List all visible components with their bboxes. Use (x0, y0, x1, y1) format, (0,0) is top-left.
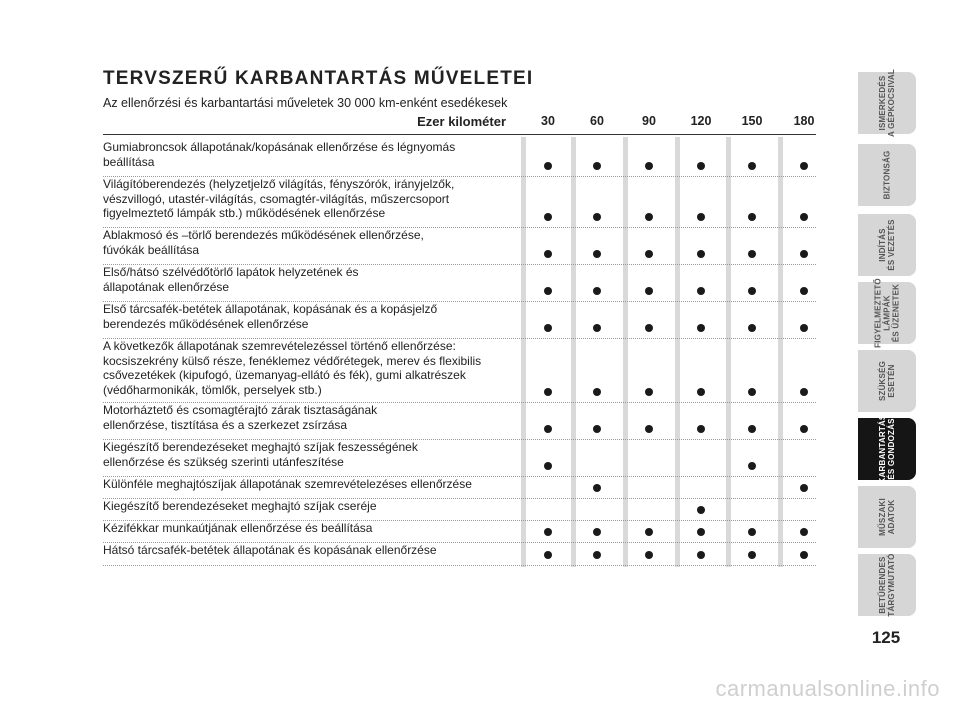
check-dot-150 (748, 324, 756, 332)
check-dot-60 (593, 484, 601, 492)
check-dot-60 (593, 551, 601, 559)
row-description: A következők állapotának szemrevételezéssel történő ellenőrzése: kocsiszekrény külső része, fenéklemez védőrétegek, merev és flexibilis csővezetékek (kipufogó, üzemanyag-ellátó és fék), gumi alkatrészek (védőharmonikák, tömlők, perselyek stb.) (103, 339, 482, 397)
row-description: Gumiabroncsok állapotának/kopásának ellenőrzése és légnyomás beállítása (103, 140, 456, 169)
check-dot-180 (800, 528, 808, 536)
row-description: Világítóberendezés (helyzetjelző világítás, fényszórók, irányjelzők, vészvillogó, utastér-világítás, csomagtér-világítás, műszercsoport figyelmeztető lámpák stb.) működésének ellenőrzése (103, 177, 455, 220)
check-dot-120 (697, 324, 705, 332)
km-column-30: 30 (541, 114, 555, 128)
check-dot-150 (748, 551, 756, 559)
check-dot-120 (697, 528, 705, 536)
table-row (103, 302, 816, 339)
chapter-tab[interactable] (858, 486, 916, 548)
check-dot-180 (800, 213, 808, 221)
check-dot-120 (697, 388, 705, 396)
check-dot-90 (645, 528, 653, 536)
check-dot-150 (748, 528, 756, 536)
row-description: Különféle meghajtószíjak állapotának szemrevételezéses ellenőrzése (103, 477, 472, 491)
check-dot-180 (800, 287, 808, 295)
table-row (103, 177, 816, 228)
table-row (103, 140, 816, 177)
check-dot-90 (645, 162, 653, 170)
check-dot-60 (593, 528, 601, 536)
check-dot-180 (800, 484, 808, 492)
check-dot-60 (593, 425, 601, 433)
check-dot-150 (748, 162, 756, 170)
check-dot-30 (544, 551, 552, 559)
page-subtitle: Az ellenőrzési és karbantartási műveletek 30 000 km-enként esedékesek (103, 96, 508, 110)
table-row (103, 228, 816, 265)
check-dot-150 (748, 388, 756, 396)
chapter-tab-label: MŰSZAKI ADATOK (878, 498, 896, 536)
check-dot-90 (645, 287, 653, 295)
table-row (103, 521, 816, 543)
check-dot-150 (748, 213, 756, 221)
check-dot-180 (800, 425, 808, 433)
check-dot-180 (800, 551, 808, 559)
check-dot-30 (544, 462, 552, 470)
table-row (103, 440, 816, 477)
row-description: Kiegészítő berendezéseket meghajtó szíjak cseréje (103, 499, 377, 513)
check-dot-30 (544, 388, 552, 396)
table-row (103, 543, 816, 566)
row-description: Hátsó tárcsafék-betétek állapotának és kopásának ellenőrzése (103, 543, 437, 557)
check-dot-90 (645, 425, 653, 433)
check-dot-120 (697, 551, 705, 559)
table-row (103, 339, 816, 403)
chapter-tab-label: FIGYELMEZTETŐ LÁMPÁK ÉS ÜZENETEK (873, 278, 901, 348)
check-dot-30 (544, 287, 552, 295)
chapter-tab-label: ISMERKEDÉS A GÉPKOCSIVAL (878, 69, 896, 137)
km-column-120: 120 (690, 114, 712, 128)
km-column-180: 180 (793, 114, 815, 128)
check-dot-90 (645, 324, 653, 332)
check-dot-30 (544, 213, 552, 221)
header-rule (103, 134, 816, 135)
row-description: Kézifékkar munkaútjának ellenőrzése és beállítása (103, 521, 373, 535)
chapter-tab-label: SZÜKSÉG ESETÉN (878, 360, 896, 402)
check-dot-150 (748, 287, 756, 295)
row-description: Első tárcsafék-betétek állapotának, kopásának és a kopásjelző berendezés működésének ellenőrzése (103, 302, 438, 331)
check-dot-30 (544, 528, 552, 536)
check-dot-120 (697, 425, 705, 433)
check-dot-180 (800, 250, 808, 258)
chapter-tab[interactable] (858, 69, 916, 137)
chapter-tab[interactable] (858, 144, 916, 206)
page-number: 125 (871, 628, 901, 647)
km-column-label: Ezer kilométer (417, 114, 506, 129)
table-row (103, 499, 816, 521)
table-row (103, 403, 816, 440)
check-dot-120 (697, 287, 705, 295)
km-column-60: 60 (590, 114, 604, 128)
check-dot-60 (593, 162, 601, 170)
check-dot-30 (544, 324, 552, 332)
chapter-tab[interactable] (858, 414, 916, 484)
check-dot-150 (748, 250, 756, 258)
row-description: Első/hátsó szélvédőtörlő lapátok helyzetének és állapotának ellenőrzése (103, 265, 359, 294)
km-column-150: 150 (741, 114, 763, 128)
check-dot-60 (593, 287, 601, 295)
check-dot-30 (544, 162, 552, 170)
check-dot-90 (645, 388, 653, 396)
watermark: carmanualsonline.info (715, 676, 940, 701)
check-dot-60 (593, 324, 601, 332)
check-dot-120 (697, 162, 705, 170)
table-row (103, 477, 816, 499)
chapter-tab[interactable] (858, 350, 916, 412)
check-dot-180 (800, 388, 808, 396)
check-dot-90 (645, 250, 653, 258)
check-dot-120 (697, 213, 705, 221)
chapter-tab[interactable] (858, 278, 916, 348)
check-dot-90 (645, 551, 653, 559)
chapter-tab-label: BETŰRENDES TÁRGYMUTATÓ (878, 553, 896, 617)
check-dot-30 (544, 425, 552, 433)
chapter-tab[interactable] (858, 214, 916, 276)
check-dot-60 (593, 388, 601, 396)
check-dot-150 (748, 425, 756, 433)
row-description: Motorháztető és csomagtérajtó zárak tisztaságának ellenőrzése, tisztítása és a szerkezet zsírzása (103, 403, 378, 432)
row-description: Kiegészítő berendezéseket meghajtó szíjak feszességének ellenőrzése és szükség szerinti utánfeszítése (103, 440, 418, 469)
check-dot-120 (697, 506, 705, 514)
check-dot-60 (593, 250, 601, 258)
check-dot-150 (748, 462, 756, 470)
check-dot-90 (645, 213, 653, 221)
check-dot-120 (697, 250, 705, 258)
km-column-90: 90 (642, 114, 656, 128)
chapter-tab[interactable] (858, 554, 916, 616)
check-dot-60 (593, 213, 601, 221)
table-row (103, 265, 816, 302)
chapter-tab-label: INDÍTÁS ÉS VEZETÉS (878, 219, 896, 271)
check-dot-180 (800, 162, 808, 170)
row-description: Ablakmosó és –törlő berendezés működésének ellenőrzése, fúvókák beállítása (103, 228, 424, 257)
chapter-tab-label: BIZTONSÁG (882, 150, 892, 200)
page-title: TERVSZERŰ KARBANTARTÁS MŰVELETEI (103, 68, 534, 89)
check-dot-180 (800, 324, 808, 332)
chapter-tab-label: KARBANTARTÁS ÉS GONDOZÁS (878, 414, 896, 484)
check-dot-30 (544, 250, 552, 258)
